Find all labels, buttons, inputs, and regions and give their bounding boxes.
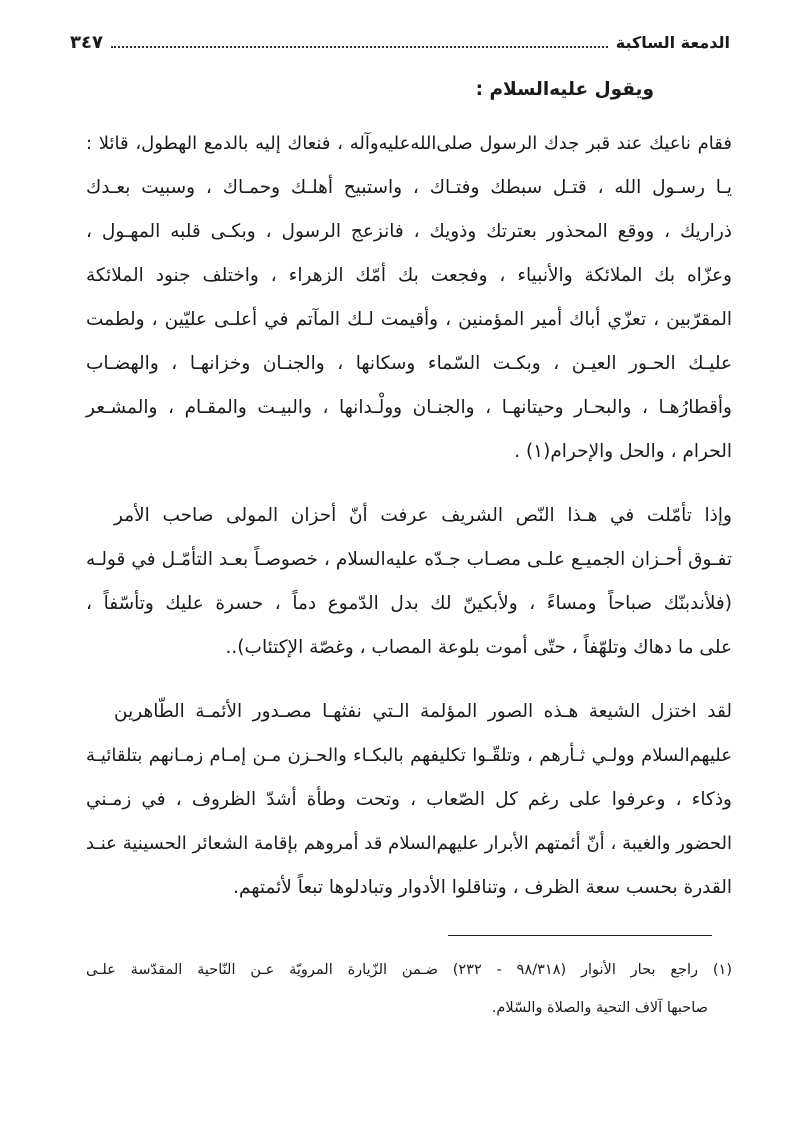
- page-number: ٣٤٧: [70, 31, 103, 53]
- running-header: [70, 30, 730, 54]
- text-line: فقام ناعيك عند قبر جدك الرسول صلى‌الله‌عليه‌وآله ، فنعاك إليه بالدمع الهطول، قائلا :: [86, 133, 732, 154]
- text-line: الحضور والغيبة ، أنّ أئمتهم الأبرار عليهم‌السلام قد أمروهم بإقامة الشعائر الحسينية عنـد: [86, 833, 732, 854]
- footnote-line: (١) راجع بحار الأنوار (٩٨/٣١٨ - ٢٣٢) ضـمن الزّيارة المرويّة عـن النّاحية المقدّسة علـى: [86, 962, 732, 978]
- text-line: (فلأندبنّك صباحاً ومساءً ، ولأبكينّ لك بدل الدّموع دماً ، حسرة عليك وتأسّفاً ،: [86, 593, 732, 614]
- text-line: المقرّبين ، تعزّي أباك أمير المؤمنين ، وأقيمت لـك المآتم في أعلـى عليّين ، ولطمت: [86, 309, 732, 330]
- book-title: الدمعة الساكبة: [615, 32, 730, 52]
- text-line: عليـك الحـور العيـن ، وبكـت السّماء وسكانها ، والجنـان وخزانهـا ، والهضـاب: [86, 353, 732, 374]
- text-line: لقد اختزل الشيعة هـذه الصور المؤلمة الـتي نفثهـا مصـدور الأئمـة الطّاهرين: [114, 701, 732, 722]
- text-line: وأقطارُهـا ، والبحـار وحيتانهـا ، والجنـان وولْـدانها ، والبيـت والمقـام ، والمشـعر: [86, 397, 732, 418]
- text-line: على ما دهاك وتلهّفاً ، حتّى أموت بلوعة المصاب ، وغصّة الإكتئاب)..: [225, 637, 732, 658]
- text-line: الحرام ، والحل والإحرام(١) .: [514, 441, 732, 462]
- text-line: وعزّاه بك الملائكة والأنبياء ، وفجعت بك أمّك الزهراء ، واختلف جنود الملائكة: [86, 265, 732, 286]
- header-dotted-leader: [111, 36, 608, 48]
- text-line: تفـوق أحـزان الجميـع علـى مصـاب جـدّه عليه‌السلام ، خصوصـاً بعـد التأمّـل في قولـه: [86, 549, 732, 570]
- text-line: ذراريك ، ووقع المحذور بعترتك وذويك ، فانزعج الرسول ، وبكـى قلبه المهـول ،: [86, 221, 732, 242]
- footnote-line: صاحبها آلاف التحية والصلاة والسّلام.: [491, 1000, 708, 1016]
- text-line: وإذا تأمّلت في هـذا النّص الشريف عرفت أنّ أحزان المولى صاحب الأمر: [114, 505, 732, 526]
- text-line: عليهم‌السلام وولـي ثـأرهم ، وتلقّـوا تكليفهم بالبكـاء والحـزن مـن إمـام زمـانهم بتلقائيـة: [86, 745, 732, 766]
- footnote-separator: [448, 935, 712, 936]
- section-heading: ويقول عليه‌السلام :: [475, 79, 654, 100]
- text-line: وذكاء ، وعرفوا على رغم كل الصّعاب ، وتحت وطأة أشدّ الظروف ، في زمـني: [86, 789, 732, 810]
- text-line: يـا رسـول الله ، قتـل سبطك وفتـاك ، واستبيح أهلـك وحمـاك ، وسبيت بعـدك: [86, 177, 732, 198]
- text-line: القدرة بحسب سعة الظرف ، وتناقلوا الأدوار وتبادلوها تبعاً لأئمتهم.: [233, 877, 732, 898]
